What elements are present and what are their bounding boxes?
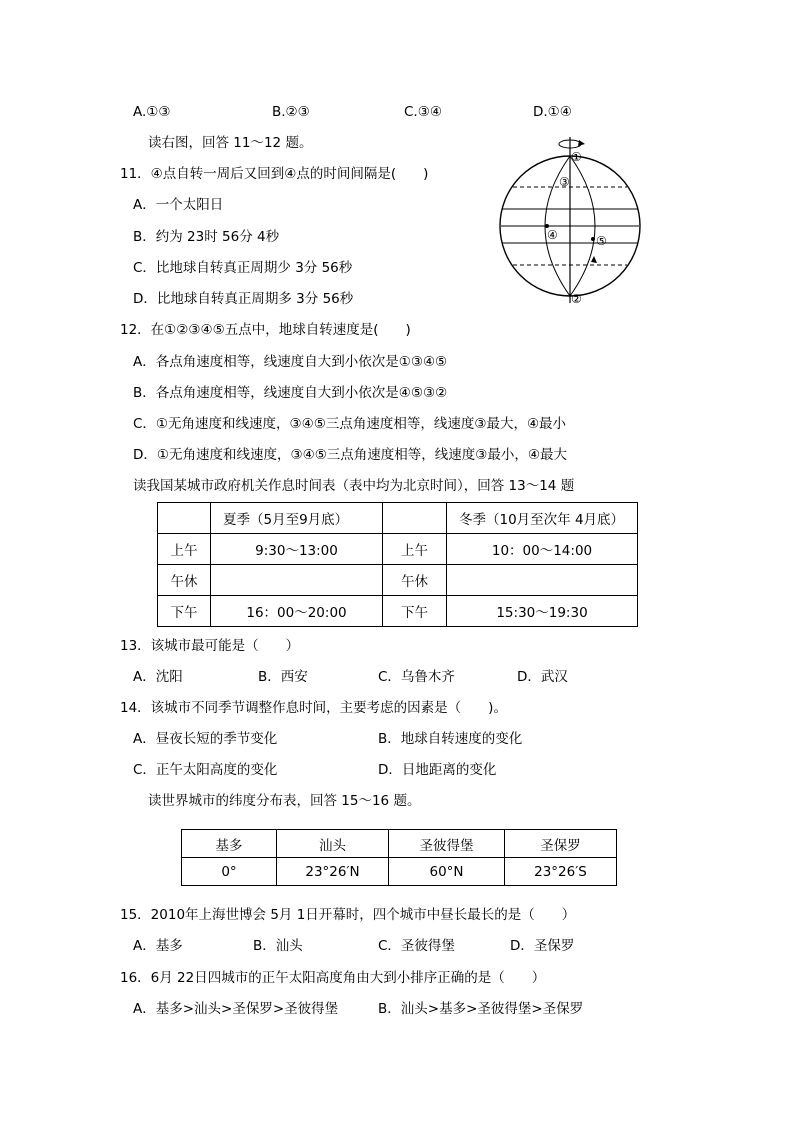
q13-option-d: D．武汉 bbox=[517, 669, 568, 685]
summer-time bbox=[211, 565, 383, 596]
winter-time bbox=[447, 565, 638, 596]
q14-option-c: C．正午太阳高度的变化 bbox=[133, 762, 278, 778]
q15-option-b: B．汕头 bbox=[253, 938, 303, 954]
table-row bbox=[158, 565, 638, 596]
row-label: 下午 bbox=[383, 596, 447, 627]
q13-option-c: C．乌鲁木齐 bbox=[378, 669, 455, 685]
q10-option-d: D.①④ bbox=[533, 104, 572, 120]
row-label: 午休 bbox=[383, 565, 447, 596]
summer-header: 夏季（5月至9月底） bbox=[211, 503, 383, 534]
latitude-table bbox=[181, 829, 617, 886]
city-latitude: 60°N bbox=[389, 858, 505, 886]
city-latitude: 23°26′N bbox=[277, 858, 389, 886]
table-row bbox=[158, 534, 638, 565]
city-latitude: 0° bbox=[182, 858, 277, 886]
q12-option-b: B．各点角速度相等，线速度自大到小依次是④⑤③② bbox=[133, 385, 448, 401]
q12-option-c: C．①无角速度和线速度，③④⑤三点角速度相等，线速度③最大，④最小 bbox=[133, 416, 567, 432]
intro-13-14: 读我国某城市政府机关作息时间表（表中均为北京时间），回答 13～14 题 bbox=[133, 478, 575, 494]
globe-label-5: ⑤ bbox=[596, 234, 607, 248]
city-name: 圣彼得堡 bbox=[389, 830, 505, 858]
q11-option-a: A．一个太阳日 bbox=[133, 197, 224, 213]
q16-option-a: A．基多>汕头>圣保罗>圣彼得堡 bbox=[133, 1001, 339, 1017]
schedule-table bbox=[157, 502, 638, 627]
city-name: 圣保罗 bbox=[505, 830, 617, 858]
globe-label-4: ④ bbox=[547, 228, 558, 242]
q14-option-a: A．昼夜长短的季节变化 bbox=[133, 731, 278, 747]
q13-stem: 13．该城市最可能是（ ） bbox=[120, 638, 300, 654]
q11-option-c: C．比地球自转真正周期少 3分 56秒 bbox=[133, 260, 353, 276]
q14-option-d: D．日地距离的变化 bbox=[378, 762, 497, 778]
row-label: 上午 bbox=[383, 534, 447, 565]
table-row bbox=[182, 858, 617, 886]
city-name: 汕头 bbox=[277, 830, 389, 858]
q12-option-a: A．各点角速度相等，线速度自大到小依次是①③④⑤ bbox=[133, 354, 448, 370]
q11-stem: 11．④点自转一周后又回到④点的时间间隔是( ) bbox=[120, 166, 429, 182]
globe-label-3: ③ bbox=[559, 175, 570, 189]
q13-option-a: A．沈阳 bbox=[133, 669, 183, 685]
q15-option-a: A．基多 bbox=[133, 938, 183, 954]
q14-stem: 14．该城市不同季节调整作息时间，主要考虑的因素是（ )。 bbox=[120, 700, 507, 716]
q15-option-c: C．圣彼得堡 bbox=[378, 938, 455, 954]
table-row bbox=[158, 503, 638, 534]
row-label: 下午 bbox=[158, 596, 211, 627]
q12-option-d: D．①无角速度和线速度，③④⑤三点角速度相等，线速度③最小，④最大 bbox=[133, 447, 568, 463]
q11-option-b: B．约为 23时 56分 4秒 bbox=[133, 229, 280, 245]
table-row bbox=[158, 596, 638, 627]
winter-time: 15:30～19:30 bbox=[447, 596, 638, 627]
globe-label-1: ① bbox=[571, 150, 582, 164]
row-label: 上午 bbox=[158, 534, 211, 565]
intro-15-16: 读世界城市的纬度分布表，回答 15～16 题。 bbox=[148, 793, 421, 809]
q16-option-b: B．汕头>基多>圣彼得堡>圣保罗 bbox=[378, 1001, 584, 1017]
q13-option-b: B．西安 bbox=[258, 669, 308, 685]
q12-stem: 12．在①②③④⑤五点中，地球自转速度是( ) bbox=[120, 322, 411, 338]
city-name: 基多 bbox=[182, 830, 277, 858]
q11-option-d: D．比地球自转真正周期多 3分 56秒 bbox=[133, 291, 354, 307]
q10-option-a: A.①③ bbox=[133, 104, 171, 120]
row-label: 午休 bbox=[158, 565, 211, 596]
q15-stem: 15．2010年上海世博会 5月 1日开幕时，四个城市中昼长最长的是（ ） bbox=[120, 907, 576, 923]
intro-11-12: 读右图，回答 11～12 题。 bbox=[148, 135, 313, 151]
globe-label-2: ② bbox=[571, 292, 582, 306]
winter-header: 冬季（10月至次年 4月底） bbox=[447, 503, 638, 534]
table-row bbox=[182, 830, 617, 858]
q10-option-b: B.②③ bbox=[272, 104, 310, 120]
q10-option-c: C.③④ bbox=[404, 104, 442, 120]
q15-option-d: D．圣保罗 bbox=[510, 938, 575, 954]
city-latitude: 23°26′S bbox=[505, 858, 617, 886]
q14-option-b: B．地球自转速度的变化 bbox=[378, 731, 523, 747]
globe-diagram bbox=[495, 135, 645, 307]
summer-time: 9:30～13:00 bbox=[211, 534, 383, 565]
summer-time: 16：00～20:00 bbox=[211, 596, 383, 627]
winter-time: 10：00～14:00 bbox=[447, 534, 638, 565]
q16-stem: 16．6月 22日四城市的正午太阳高度角由大到小排序正确的是（ ） bbox=[120, 970, 546, 986]
